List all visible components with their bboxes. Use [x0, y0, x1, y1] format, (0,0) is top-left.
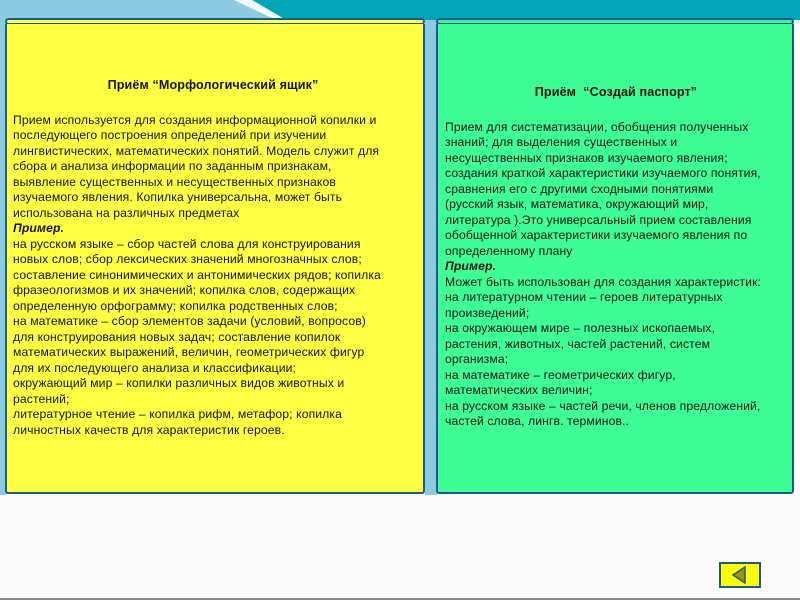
- example-label: Пример.: [13, 221, 64, 235]
- text-line: на русском языке – частей речи, членов предложений,: [445, 398, 761, 413]
- text-line: сравнения его с другими сходными понятиями: [445, 181, 714, 196]
- text-line: на русском языке – сбор частей слова для конструирования: [13, 236, 361, 251]
- text-line: для конструирования новых задач; составление копилок: [13, 329, 341, 344]
- text-line: несущественных признаков изучаемого явления;: [445, 150, 728, 165]
- description: [445, 120, 787, 260]
- example-text: [13, 237, 413, 439]
- text-line: окружающий мир – копилки различных видов животных и: [13, 376, 345, 390]
- text-line: последующего построения определений при изучении: [13, 128, 327, 142]
- text-line: сбора и анализа информации по заданным признакам,: [13, 159, 332, 173]
- text-line: определенному плану: [445, 243, 573, 258]
- card-title: Приём “Морфологический ящик”: [107, 78, 319, 92]
- text-line: растений;: [13, 391, 70, 406]
- text-line: частей слова, лингв. терминов..: [445, 414, 630, 428]
- text-line: знаний; для выделения существенных и: [445, 135, 678, 149]
- card-title: Приём “Создай паспорт”: [534, 85, 698, 99]
- text-line: лингвистических, математических понятий. Модель служит для: [13, 143, 380, 158]
- text-line: фразеологизмов и их значений; копилка слов, содержащих: [13, 283, 356, 297]
- text-line: создания краткой характеристики изучаемого понятия,: [445, 166, 761, 180]
- text-line: организма;: [445, 352, 509, 366]
- text-line: на литературном чтении – героев литературных: [445, 290, 723, 304]
- text-line: растения, животных, частей растений, систем: [445, 336, 711, 351]
- text-line: на математике – сбор элементов задачи (условий, вопросов): [13, 314, 366, 328]
- text-line: математических величин;: [445, 383, 593, 397]
- text-line: на математике – геометрических фигур,: [445, 367, 676, 382]
- text-line: использована на различных предметах: [13, 205, 240, 220]
- text-line: составление синонимических и антонимических рядов; копилка: [13, 267, 381, 282]
- text-line: Прием используется для создания информационной копилки и: [13, 112, 377, 127]
- text-line: новых слов; сбор лексических значений многозначных слов;: [13, 252, 362, 266]
- text-line: литература ).Это универсальный прием составления: [445, 212, 752, 227]
- text-line: Прием для систематизации, обобщения полученных: [445, 119, 749, 134]
- text-line: произведений;: [445, 305, 530, 320]
- text-line: на окружающем мире – полезных ископаемых,: [445, 321, 715, 335]
- text-line: обобщенной характеристики изучаемого явления по: [445, 228, 748, 242]
- text-line: изучаемого явления. Копилка универсальна, может быть: [13, 190, 343, 204]
- morphological-box-text: [13, 78, 413, 438]
- example-text: [445, 275, 787, 430]
- text-line: личностных качеств для характеристик героев.: [13, 422, 285, 437]
- description: [13, 113, 413, 222]
- text-line: для их последующего анализа и классификации;: [13, 360, 297, 375]
- back-button[interactable]: [719, 562, 761, 588]
- text-line: математических выражений, величин, геометрических фигур: [13, 345, 365, 359]
- create-passport-text: [445, 85, 787, 430]
- example-label: Пример.: [445, 259, 496, 273]
- text-line: (русский язык, математика, окружающий мир,: [445, 197, 709, 211]
- text-line: определенную орфограмму; копилка родственных слов;: [13, 298, 338, 313]
- text-line: выявление существенных и несущественных признаков: [13, 174, 336, 189]
- text-line: литературное чтение – копилка рифм, метафор; копилка: [13, 407, 342, 421]
- text-line: Может быть использован для создания характеристик:: [445, 274, 761, 289]
- triangle-left-icon: [721, 564, 759, 586]
